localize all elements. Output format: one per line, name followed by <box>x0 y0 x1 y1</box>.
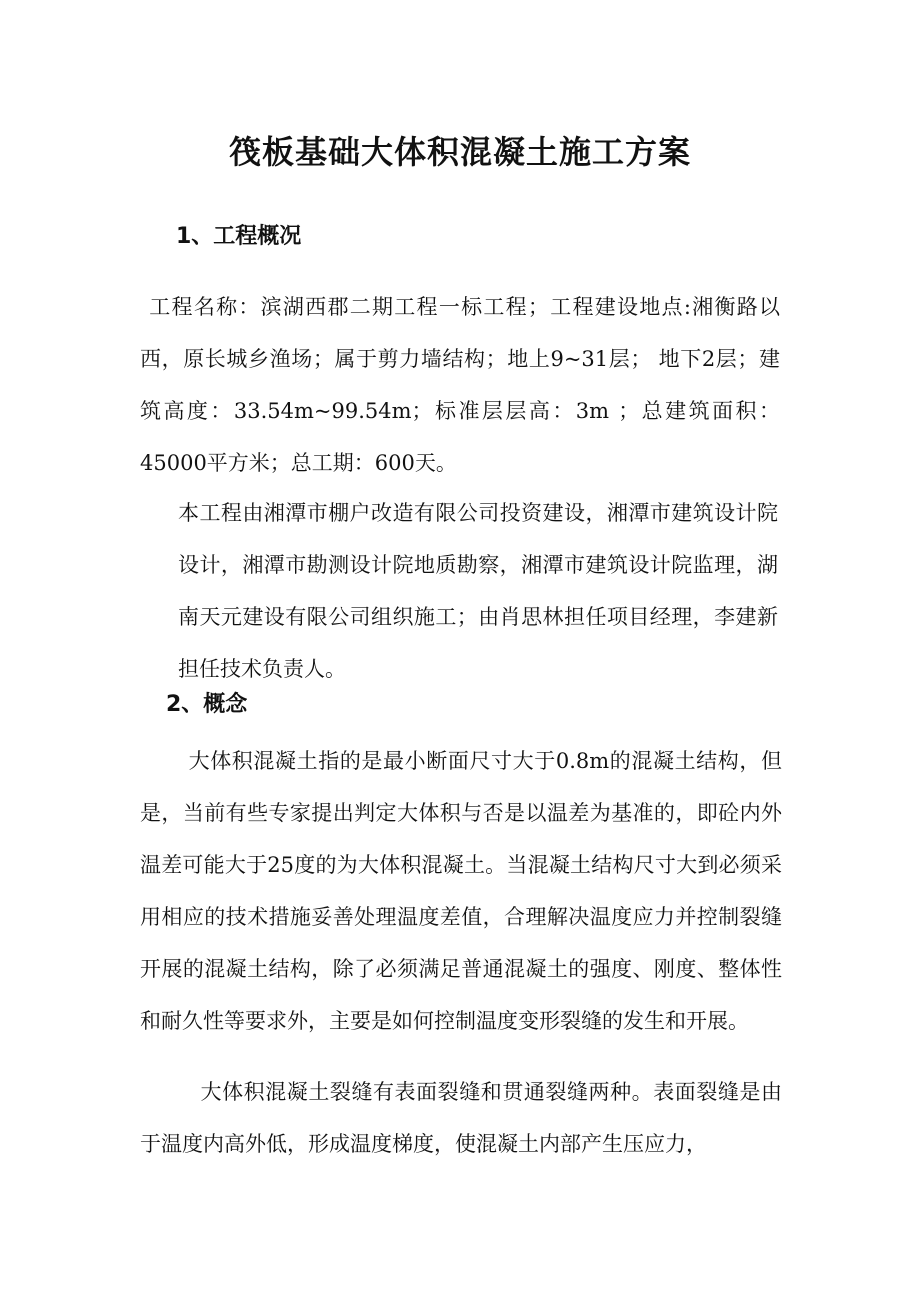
paragraph-concept-definition <box>140 735 782 1047</box>
paragraph-crack-types-text: 大体积混凝土裂缝有表面裂缝和贯通裂缝两种。表面裂缝是由于温度内高外低，形成温度梯度，使混凝土内部产生压应力， <box>140 1080 782 1156</box>
section-heading-overview: 1、工程概况 <box>176 224 302 249</box>
paragraph-concept-definition-text: 大体积混凝土指的是最小断面尺寸大于0.8m的混凝土结构，但是，当前有些专家提出判定大体积与否是以温差为基准的，即砼内外温差可能大于25度的为大体积混凝土。当混凝土结构尺寸大到必须采用相应的技术措施妥善处理温度差值，合理解决温度应力并控制裂缝开展的混凝土结构，除了必须满足普通混凝土的强度、刚度、整体性和耐久性等要求外，主要是如何控制温度变形裂缝的发生和开展。 <box>140 749 782 1033</box>
paragraph-project-parties: 本工程由湘潭市棚户改造有限公司投资建设，湘潭市建筑设计院设计，湘潭市勘测设计院地质勘察，湘潭市建筑设计院监理，湖南天元建设有限公司组织施工；由肖思林担任项目经理，李建新担任技术负责人。 <box>178 501 778 681</box>
document-title: 筏板基础大体积混凝土施工方案 <box>228 133 691 171</box>
paragraph-crack-types <box>140 1066 782 1170</box>
paragraph-project-info <box>140 281 780 489</box>
paragraph-project-info-text: 工程名称：滨湖西郡二期工程一标工程；工程建设地点:湘衡路以西，原长城乡渔场；属于剪力墙结构；地上9~31层； 地下2层；建筑高度：33.54m~99.54m；标准层层高：3m ；总建筑面积：45000平方米；总工期：600天。 <box>140 295 780 475</box>
section-heading-concept: 2、概念 <box>166 692 248 717</box>
